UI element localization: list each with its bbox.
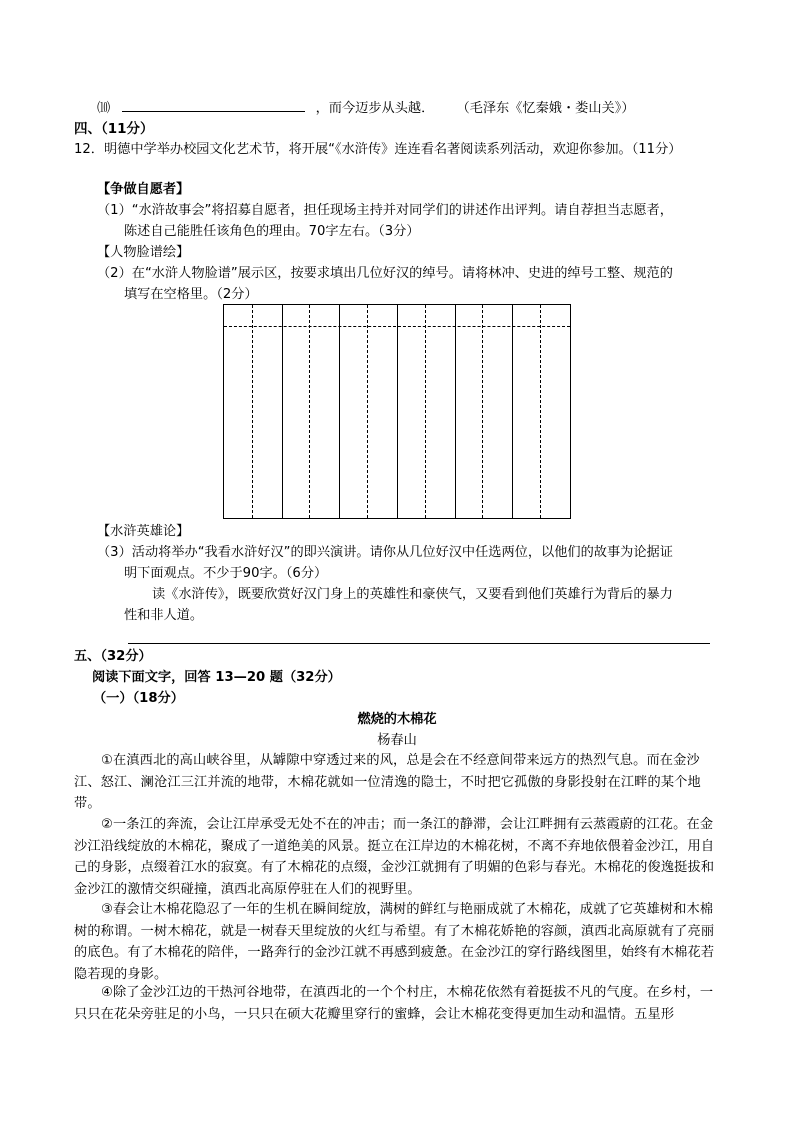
part3-title: 【水浒英雄论】: [97, 524, 190, 539]
part1-line1: （1）“水浒故事会”将招募自愿者，担任现场主持并对同学们的讲述作出评判。请自荐担当志愿者，: [97, 203, 673, 218]
q10-line: [97, 97, 635, 119]
section5-heading: 五、（32分）: [74, 649, 152, 664]
q10-text: ，而今迈步从头越．: [315, 101, 435, 116]
article-title: 燃烧的木棉花: [357, 712, 437, 727]
q10-source: （毛泽东《忆秦娥・娄山关》）: [456, 101, 635, 116]
article-paragraph-2: ②一条江的奔流，会让江岸承受无处不在的冲击；而一条江的静滞，会让江畔拥有云蒸霞蔚的江花。在金沙江沿线绽放的木棉花，聚成了一道绝美的风景。挺立在江岸边的木棉花树，不离不弃地依偎着金沙江，用自己的身影，点缀着江水的寂寞。有了木棉花的点缀，金沙江就拥有了明媚的色彩与春光。木棉花的俊逸挺拔和金沙江的激情交织碰撞，滇西北高原停驻在人们的视野里。: [74, 817, 715, 897]
article-paragraph-3: ③春会让木棉花隐忍了一年的生机在瞬间绽放，满树的鲜红与艳丽成就了木棉花，成就了它英雄树和木棉树的称谓。一树木棉花，就是一树春天里绽放的火红与希望。有了木棉花娇艳的容颜，滇西北高原就有了亮丽的底色。有了木棉花的陪伴，一路奔行的金沙江就不再感到疲惫。在金沙江的穿行路线图里，始终有木棉花若隐若现的身影。: [74, 902, 715, 982]
part3-quote-line2: 性和非人道。: [124, 608, 204, 623]
part2-line2: 填写在空格里。（2分）: [124, 287, 258, 302]
section4-heading: 四、（11分）: [74, 121, 154, 137]
nickname-grid: [223, 304, 571, 519]
part1-line2: 陈述自己能胜任该角色的理由。70字左右。（3分）: [124, 224, 420, 239]
part3-quote-line1: 读《水浒传》，既要欣赏好汉门身上的英雄性和豪侠气，又要看到他们英雄行为背后的暴力: [152, 587, 673, 602]
article-paragraph-4: ④除了金沙江边的干热河谷地带，在滇西北的一个个村庄，木棉花依然有着挺拔不凡的气度。在乡村，一只只在花朵旁驻足的小鸟，一只只在硕大花瓣里穿行的蜜蜂，会让木棉花变得更加生动和温情。五星形: [74, 985, 714, 1022]
grid-cell[interactable]: [455, 305, 513, 518]
part3-line2: 明下面观点。不少于90字。（6分）: [124, 566, 328, 581]
q12-prompt: 12．明德中学举办校园文化艺术节，将开展“《水浒传》连连看名著阅读系列活动，欢迎你参加。（11分）: [74, 142, 682, 157]
article-paragraph-1: ①在滇西北的高山峡谷里，从罅隙中穿透过来的风，总是会在不经意间带来远方的热烈气息。而在金沙江、怒江、澜沧江三江并流的地带，木棉花就如一位清逸的隐士，不时把它孤傲的身影投射在江畔的某个地带。: [74, 753, 701, 811]
grid-cell[interactable]: [282, 305, 340, 518]
grid-cell[interactable]: [397, 305, 455, 518]
grid-cell[interactable]: [339, 305, 397, 518]
q10-answer-blank[interactable]: [122, 97, 305, 112]
q10-number: ⑽: [97, 101, 111, 116]
section5-instruction: 阅读下面文字，回答 13—20 题（32分）: [92, 670, 341, 685]
part2-title: 【人物脸谱绘】: [97, 245, 190, 260]
part1-title: 【争做自愿者】: [97, 182, 190, 197]
article-author: 杨春山: [377, 733, 417, 748]
grid-cell[interactable]: [512, 305, 570, 518]
part2-line1: （2）在“水浒人物脸谱”展示区，按要求填出几位好汉的绰号。请将林冲、史进的绰号工整、规范的: [97, 266, 673, 281]
grid-cell[interactable]: [224, 305, 282, 518]
section5-subheading: （一）（18分）: [93, 691, 184, 706]
part3-answer-line[interactable]: [128, 643, 710, 644]
part3-line1: （3）活动将举办“我看水浒好汉”的即兴演讲。请你从几位好汉中任选两位，以他们的故事为论据证: [97, 545, 673, 560]
